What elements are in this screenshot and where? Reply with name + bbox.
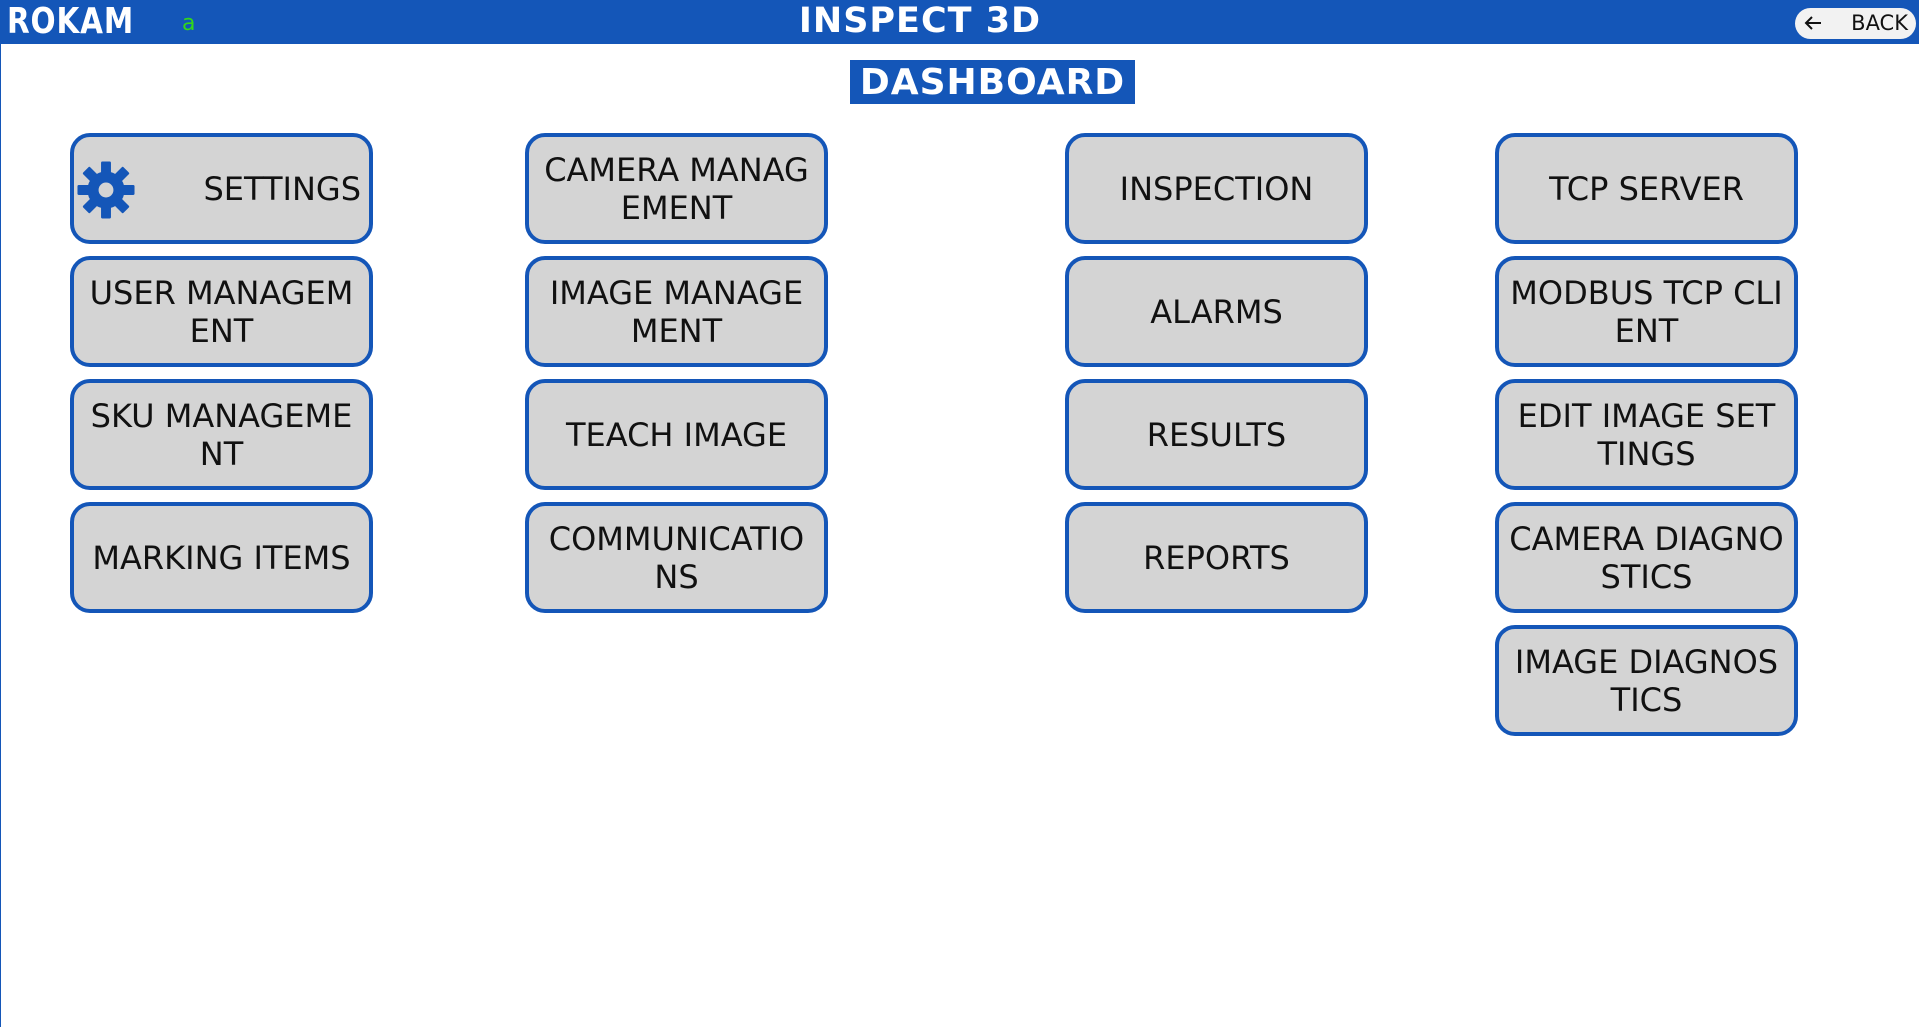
tcp-server-button[interactable]	[1495, 133, 1798, 244]
communications-button[interactable]	[525, 502, 828, 613]
modbus-tcp-client-button[interactable]	[1495, 256, 1798, 367]
tile-label: MODBUS TCP CLIENT	[1510, 273, 1783, 350]
inspection-button[interactable]	[1065, 133, 1368, 244]
tile-label: RESULTS	[1146, 415, 1287, 454]
tile-label: MARKING ITEMS	[92, 538, 351, 577]
teach-image-button[interactable]	[525, 379, 828, 490]
tile-label: IMAGE DIAGNOSTICS	[1514, 642, 1779, 719]
tile-label: USER MANAGEMENT	[89, 273, 354, 350]
tile-label: COMMUNICATIONS	[548, 519, 805, 596]
image-diagnostics-button[interactable]	[1495, 625, 1798, 736]
user-management-button[interactable]	[70, 256, 373, 367]
app-title: INSPECT 3D	[798, 1, 1042, 41]
top-bar	[1, 0, 1919, 44]
page-title: DASHBOARD	[850, 60, 1135, 104]
camera-management-button[interactable]	[525, 133, 828, 244]
edit-image-settings-button[interactable]	[1495, 379, 1798, 490]
tile-label: SETTINGS	[203, 169, 361, 208]
image-management-button[interactable]	[525, 256, 828, 367]
reports-button[interactable]	[1065, 502, 1368, 613]
camera-diagnostics-button[interactable]	[1495, 502, 1798, 613]
sku-management-button[interactable]	[70, 379, 373, 490]
back-label: BACK	[1851, 11, 1908, 35]
tile-label: TEACH IMAGE	[565, 415, 788, 454]
arrow-left-icon	[1803, 12, 1823, 34]
tile-label: CAMERA MANAGEMENT	[544, 150, 809, 227]
alarms-button[interactable]	[1065, 256, 1368, 367]
gear-icon	[75, 159, 137, 221]
tile-label: CAMERA DIAGNOSTICS	[1509, 519, 1784, 596]
user-indicator: a	[182, 11, 196, 36]
settings-button[interactable]	[70, 133, 373, 244]
back-button[interactable]	[1795, 8, 1916, 39]
tile-label: IMAGE MANAGEMENT	[549, 273, 804, 350]
brand-logo: ROKAM	[7, 1, 135, 42]
tile-label: SKU MANAGEMENT	[90, 396, 353, 473]
tile-label: INSPECTION	[1119, 169, 1314, 208]
tile-label: REPORTS	[1143, 538, 1290, 577]
tile-label: TCP SERVER	[1549, 169, 1744, 208]
tile-label: EDIT IMAGE SETTINGS	[1517, 396, 1776, 473]
marking-items-button[interactable]	[70, 502, 373, 613]
results-button[interactable]	[1065, 379, 1368, 490]
tile-label: ALARMS	[1150, 292, 1283, 331]
